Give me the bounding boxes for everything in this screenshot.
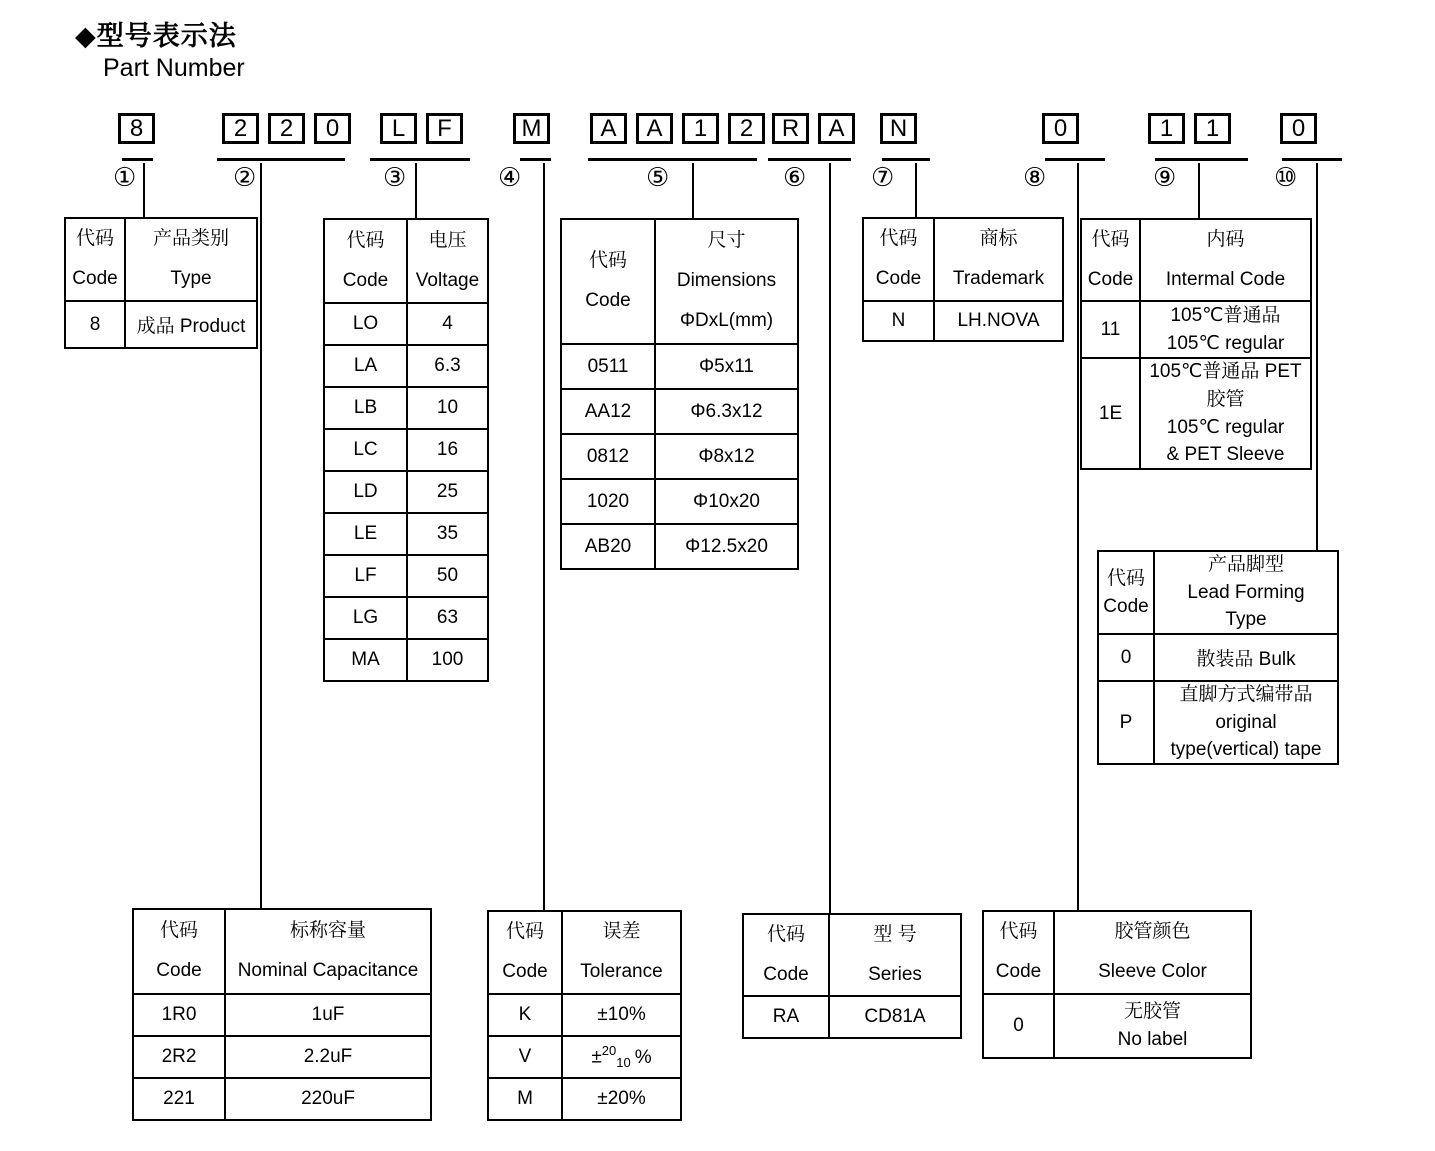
tolerance-table: [487, 910, 682, 1121]
group-number: ⑩: [1274, 162, 1298, 192]
column-header: [1098, 551, 1154, 634]
part-char-box: F: [426, 113, 463, 144]
cell-value: 220uF: [225, 1078, 431, 1120]
column-header: [934, 218, 1063, 301]
header-en: Dimensions: [676, 270, 777, 292]
column-header: [1154, 551, 1338, 634]
connector-line: [260, 163, 262, 908]
header-en: Tolerance: [580, 961, 663, 982]
header-zh: 商标: [979, 228, 1018, 250]
header-zh: 误差: [602, 921, 641, 943]
connector-line: [1198, 163, 1200, 218]
cell-code: 1E: [1081, 358, 1140, 469]
part-char-box: 2: [268, 113, 305, 144]
cell-value: ±20%: [562, 1078, 681, 1120]
part-char-box: 8: [118, 113, 155, 144]
cell-value: 10: [407, 387, 488, 429]
header-en: Code: [763, 963, 809, 985]
column-header: [743, 914, 829, 996]
sleeve-color-table: [982, 910, 1252, 1059]
group-underline: [1282, 158, 1342, 161]
part-char-box: 1: [682, 113, 719, 144]
column-header: [488, 911, 562, 994]
column-header: [983, 911, 1054, 994]
connector-line: [1077, 163, 1079, 910]
header-en: Type: [1225, 609, 1267, 631]
part-char-box: 2: [728, 113, 765, 144]
header-zh: 型 号: [873, 923, 917, 945]
value-line: 105℃普通品: [1170, 304, 1281, 326]
header-zh: 代码: [999, 921, 1038, 943]
cell-value: Φ8x12: [655, 434, 798, 479]
cell-code: 0: [983, 994, 1054, 1058]
cell-code: RA: [743, 996, 829, 1038]
column-header: [324, 219, 407, 303]
part-char-box: N: [880, 113, 917, 144]
group-number: ⑦: [871, 162, 895, 192]
internal-code-table: [1080, 218, 1312, 470]
header-zh: 代码: [588, 250, 627, 272]
value-line: 105℃ regular: [1166, 416, 1285, 438]
cell-value: 散装品 Bulk: [1154, 634, 1338, 681]
part-char-box: 0: [314, 113, 351, 144]
cell-value: 1uF: [225, 994, 431, 1036]
header-zh: 代码: [1106, 567, 1145, 589]
header-en: Code: [502, 961, 548, 982]
cell-value: CD81A: [829, 996, 961, 1038]
cell-code: LA: [324, 345, 407, 387]
cell-value: [1140, 358, 1311, 469]
value-line: 直脚方式编带品: [1179, 683, 1313, 705]
part-code-group-6: [772, 113, 855, 144]
voltage-table: [323, 218, 489, 682]
header-en: Lead Forming: [1187, 581, 1305, 603]
connector-line: [415, 163, 417, 218]
header-zh: 代码: [766, 923, 805, 945]
part-code-group-9: [1148, 113, 1231, 144]
value-line: 无胶管: [1123, 1001, 1181, 1023]
part-char-box: A: [818, 113, 855, 144]
cell-code: M: [488, 1078, 562, 1120]
series-table: [742, 913, 962, 1039]
group-underline: [882, 158, 930, 161]
capacitance-table: [132, 908, 432, 1121]
part-char-box: L: [380, 113, 417, 144]
group-number: ④: [498, 162, 522, 192]
cell-value: Φ12.5x20: [655, 524, 798, 569]
column-header: [863, 218, 934, 301]
part-char-box: A: [636, 113, 673, 144]
column-header: [65, 218, 125, 301]
group-underline: [520, 158, 551, 161]
header-en: Code: [875, 268, 922, 289]
cell-code: LO: [324, 303, 407, 345]
part-code-group-8: [1042, 113, 1079, 144]
column-header: [225, 909, 431, 994]
header-zh: 代码: [346, 229, 385, 251]
cell-value: 4: [407, 303, 488, 345]
cell-code: K: [488, 994, 562, 1036]
cell-value: 50: [407, 555, 488, 597]
header-zh: 尺寸: [707, 230, 746, 252]
column-header: [1081, 219, 1140, 301]
header-zh: 产品类别: [152, 228, 229, 250]
cell-value: 100: [407, 639, 488, 681]
header-en: Code: [1087, 268, 1134, 290]
header-en: Code: [1103, 595, 1149, 617]
cell-value: ±10%: [562, 994, 681, 1036]
header-zh: 产品脚型: [1207, 553, 1284, 575]
cell-code: LD: [324, 471, 407, 513]
cell-code: V: [488, 1036, 562, 1078]
cell-code: N: [863, 301, 934, 341]
header-zh: 代码: [75, 228, 114, 250]
header-en: Voltage: [415, 269, 480, 291]
page-title-zh: ◆型号表示法: [75, 21, 237, 51]
cell-value: 25: [407, 471, 488, 513]
header-zh: 内码: [1206, 228, 1245, 250]
connector-line: [143, 163, 145, 217]
group-underline: [588, 158, 757, 161]
header-en: Type: [170, 268, 212, 289]
cell-value: Φ6.3x12: [655, 389, 798, 434]
column-header: [125, 218, 257, 301]
header-zh: 代码: [879, 228, 918, 250]
group-underline: [122, 158, 153, 161]
connector-line: [1316, 163, 1318, 550]
cell-code: LB: [324, 387, 407, 429]
cell-value: 成品 Product: [125, 301, 257, 348]
column-header: [133, 909, 225, 994]
header-en: Code: [156, 960, 202, 981]
header-en: Series: [868, 963, 922, 985]
cell-value: [1054, 994, 1251, 1058]
group-underline: [1045, 158, 1105, 161]
column-header: [562, 911, 681, 994]
value-line: No label: [1117, 1029, 1188, 1050]
cell-code: 0: [1098, 634, 1154, 681]
cell-value: LH.NOVA: [934, 301, 1063, 341]
cell-code: P: [1098, 681, 1154, 764]
header-zh: 代码: [159, 920, 198, 942]
cell-code: 0511: [561, 344, 655, 389]
part-char-box: R: [772, 113, 809, 144]
header-en: Code: [585, 290, 631, 311]
header-en: Sleeve Color: [1098, 961, 1207, 982]
header-en: Trademark: [952, 268, 1045, 289]
part-char-box: 1: [1148, 113, 1185, 144]
cell-code: LC: [324, 429, 407, 471]
cell-value: 35: [407, 513, 488, 555]
cell-code: MA: [324, 639, 407, 681]
cell-value: Φ10x20: [655, 479, 798, 524]
cell-value: [1154, 681, 1338, 764]
value-line: 胶管: [1206, 388, 1245, 410]
header-unit: ΦDxL(mm): [679, 309, 774, 331]
column-header: [829, 914, 961, 996]
header-zh: 标称容量: [289, 920, 366, 942]
cell-value: [562, 1036, 681, 1078]
connector-line: [829, 163, 831, 913]
header-zh: 胶管颜色: [1114, 921, 1191, 943]
group-underline: [1155, 158, 1248, 161]
value-line: & PET Sleeve: [1166, 444, 1285, 466]
part-code-group-4: [513, 113, 550, 144]
part-code-group-7: [880, 113, 917, 144]
part-code-group-10: [1280, 113, 1317, 144]
header-en: Intermal Code: [1165, 268, 1286, 290]
page-title-en: Part Number: [103, 54, 245, 82]
cell-code: LG: [324, 597, 407, 639]
group-number: ⑨: [1153, 162, 1177, 192]
part-char-box: 2: [222, 113, 259, 144]
connector-line: [692, 163, 694, 218]
part-code-group-5: [590, 113, 765, 144]
group-number: ②: [233, 162, 257, 192]
group-underline: [217, 158, 345, 161]
value-line: type(vertical) tape: [1170, 739, 1322, 761]
part-code-group-1: [118, 113, 155, 144]
cell-code: LF: [324, 555, 407, 597]
product-type-table: [64, 217, 258, 349]
tolerance-lower: 10: [616, 1055, 631, 1071]
part-code-group-2: [222, 113, 351, 144]
group-number: ⑧: [1023, 162, 1047, 192]
tolerance-upper: 20: [601, 1043, 617, 1059]
cell-code: 2R2: [133, 1036, 225, 1078]
plus-minus-sign: ±: [591, 1046, 602, 1068]
value-line: 105℃普通品 PET: [1149, 361, 1302, 382]
header-en: Code: [995, 961, 1042, 982]
cell-value: 2.2uF: [225, 1036, 431, 1078]
cell-code: 0812: [561, 434, 655, 479]
connector-line: [915, 163, 917, 217]
column-header: [1140, 219, 1311, 301]
group-number: ③: [383, 162, 407, 192]
cell-code: 8: [65, 301, 125, 348]
group-number: ⑥: [783, 162, 807, 192]
cell-code: 1R0: [133, 994, 225, 1036]
part-code-group-3: [380, 113, 463, 144]
header-en: Code: [72, 268, 118, 289]
header-zh: 代码: [505, 921, 544, 943]
column-header: [1054, 911, 1251, 994]
lead-forming-table: [1097, 550, 1339, 765]
group-underline: [370, 158, 470, 161]
header-en: Nominal Capacitance: [237, 960, 419, 981]
group-number: ⑤: [646, 162, 670, 192]
header-zh: 代码: [1091, 228, 1130, 250]
cell-code: LE: [324, 513, 407, 555]
group-number: ①: [113, 162, 137, 192]
part-char-box: M: [513, 113, 550, 144]
dimensions-table: [560, 218, 799, 570]
cell-value: 16: [407, 429, 488, 471]
percent-sign: %: [634, 1046, 652, 1068]
cell-code: 221: [133, 1078, 225, 1120]
cell-value: Φ5x11: [655, 344, 798, 389]
cell-code: 11: [1081, 301, 1140, 358]
column-header: [561, 219, 655, 344]
part-char-box: 0: [1280, 113, 1317, 144]
column-header: [655, 219, 798, 344]
cell-code: AA12: [561, 389, 655, 434]
cell-value: 63: [407, 597, 488, 639]
header-zh: 电压: [428, 229, 467, 251]
cell-code: AB20: [561, 524, 655, 569]
cell-value: 6.3: [407, 345, 488, 387]
trademark-table: [862, 217, 1064, 342]
part-char-box: A: [590, 113, 627, 144]
group-underline: [768, 158, 851, 161]
value-line: original: [1215, 711, 1277, 733]
part-char-box: 0: [1042, 113, 1079, 144]
part-char-box: 1: [1194, 113, 1231, 144]
header-en: Code: [342, 269, 389, 291]
cell-value: [1140, 301, 1311, 358]
column-header: [407, 219, 488, 303]
cell-code: 1020: [561, 479, 655, 524]
value-line: 105℃ regular: [1166, 332, 1285, 354]
connector-line: [543, 163, 545, 910]
